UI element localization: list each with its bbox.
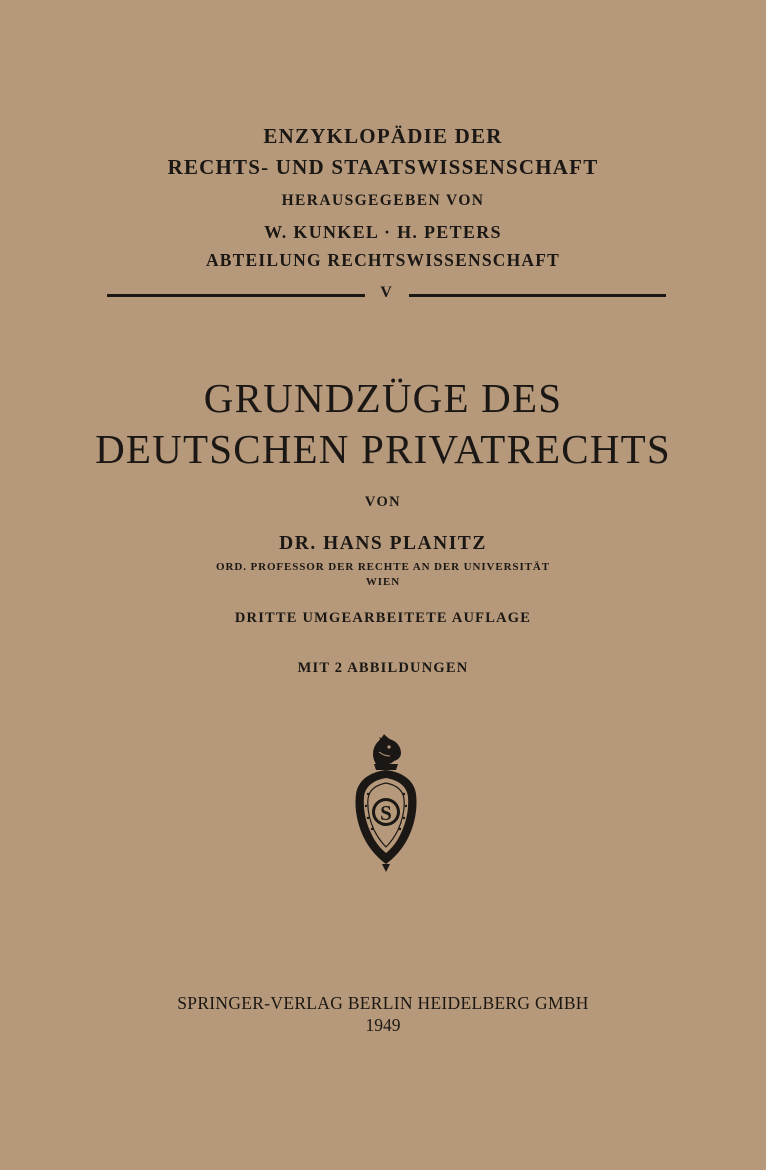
divider-left [107,294,365,297]
book-title-line-2: DEUTSCHEN PRIVATRECHTS [95,426,671,472]
author-affiliation: ORD. PROFESSOR DER RECHTE AN DER UNIVERSITÄT [216,561,550,573]
illustrations-note: MIT 2 ABBILDUNGEN [297,660,469,676]
edition-statement: DRITTE UMGEARBEITETE AUFLAGE [234,610,532,626]
volume-number: V [380,284,392,301]
publication-year: 1949 [365,1015,401,1035]
series-editors: W. KUNKEL · H. PETERS [264,222,502,242]
series-department: ABTEILUNG RECHTSWISSENSCHAFT [205,250,561,270]
book-title-line-1: GRUNDZÜGE DES [203,375,563,421]
series-edited-by: HERAUSGEGEBEN VON [281,192,485,209]
publisher-name: SPRINGER-VERLAG BERLIN HEIDELBERG GMBH [177,993,589,1013]
series-title-line-1: ENZYKLOPÄDIE DER [263,124,503,148]
byline-von: VON [364,494,402,510]
author-affiliation-city: WIEN [365,576,401,588]
divider-right [409,294,666,297]
series-title-line-2: RECHTS- UND STAATSWISSENSCHAFT [167,155,599,179]
logo-emblem-letter: S [380,801,392,825]
springer-knight-logo-icon [346,730,426,872]
author-name: DR. HANS PLANITZ [279,533,487,554]
